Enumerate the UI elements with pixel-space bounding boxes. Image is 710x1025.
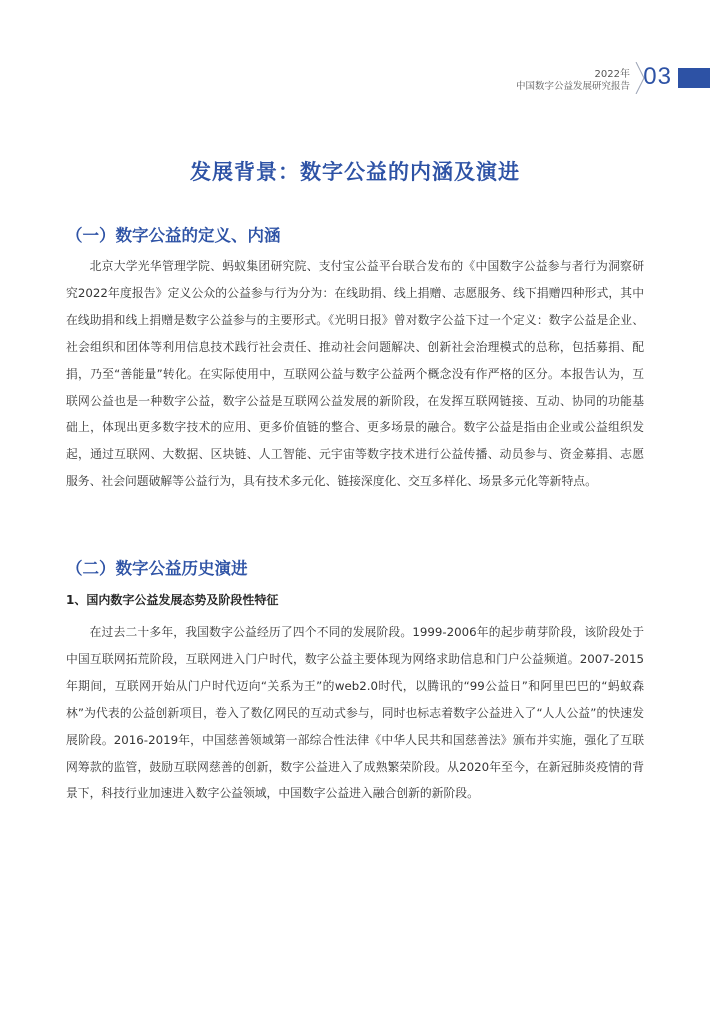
header-year: 2022年 [594,69,630,80]
section-heading-history: （二）数字公益历史演进 [66,559,248,578]
paragraph-history: 在过去二十多年，我国数字公益经历了四个不同的发展阶段。1999-2006年的起步萌芽阶段，该阶段处于中国互联网拓荒阶段，互联网进入门户时代，数字公益主要体现为网络求助信息和门户公益频道。2007-2015年期间，互联网开始从门户时代迈向“关系为王”的web2.0时代，以腾讯的“99公益日”和阿里巴巴的“蚂蚁森林”为代表的公益创新项目，卷入了数亿网民的互动式参与，同时也标志着数字公益进入了“人人公益”的快速发展阶段。2016-2019年，中国慈善领域第一部综合性法律《中华人民共和国慈善法》颁布并实施，强化了互联网筹款的监管，鼓励互联网慈善的创新，数字公益进入了成熟繁荣阶段。从2020年至今，在新冠肺炎疫情的背景下，科技行业加速进入数字公益领域，中国数字公益进入融合创新的新阶段。 [66,625,644,801]
header-report-title: 中国数字公益发展研究报告 [515,81,630,92]
page-title: 发展背景：数字公益的内涵及演进 [190,160,520,184]
header-accent-block [678,68,710,88]
page-number: 03 [643,63,672,90]
paragraph-definition: 北京大学光华管理学院、蚂蚁集团研究院、支付宝公益平台联合发布的《中国数字公益参与者行为洞察研究2022年度报告》定义公众的公益参与行为分为：在线助捐、线上捐赠、志愿服务、线下捐赠四种形式，其中在线助捐和线上捐赠是数字公益参与的主要形式。《光明日报》曾对数字公益下过一个定义：数字公益是企业、社会组织和团体等利用信息技术践行社会责任、推动社会问题解决、创新社会治理模式的总称，包括募捐、配捐，乃至“善能量”转化。在实际使用中，互联网公益与数字公益两个概念没有作严格的区分。本报告认为，互联网公益也是一种数字公益，数字公益是互联网公益发展的新阶段，在发挥互联网链接、互动、协同的功能基础上，体现出更多数字技术的应用、更多价值链的整合、更多场景的融合。数字公益是指由企业或公益组织发起，通过互联网、大数据、区块链、人工智能、元宇宙等数字技术进行公益传播、动员参与、资金募捐、志愿服务、社会问题破解等公益行为，具有技术多元化、链接深度化、交互多样化、场景多元化等新特点。 [66,259,644,489]
subheading-domestic-trend: 1、国内数字公益发展态势及阶段性特征 [66,593,279,607]
section-heading-definition: （一）数字公益的定义、内涵 [66,226,281,245]
page-header [450,62,710,94]
